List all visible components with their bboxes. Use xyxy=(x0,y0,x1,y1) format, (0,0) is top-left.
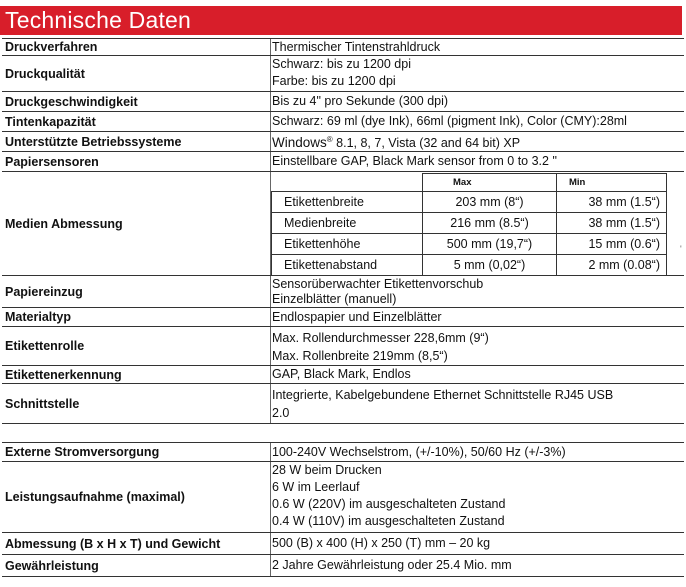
spec-row-papiereinzug xyxy=(2,276,684,308)
spec-value xyxy=(270,384,684,423)
spec-label: Tintenkapazität xyxy=(5,114,96,129)
spec-row-papiersensoren xyxy=(2,152,684,172)
spec-value-line: GAP, Black Mark, Endlos xyxy=(272,367,411,381)
spec-row-druckgeschwindigkeit xyxy=(2,92,684,112)
stray-mark: ' xyxy=(680,244,682,254)
spec-label: Unterstützte Betriebssysteme xyxy=(5,134,182,149)
spec-value xyxy=(270,132,684,151)
spec-value xyxy=(270,555,684,576)
spec-value-line: Endlospapier und Einzelblätter xyxy=(272,310,442,324)
spec-value-line: Max. Rollendurchmesser 228,6mm (9“) xyxy=(272,331,489,345)
spec-label: Papiereinzug xyxy=(5,284,83,299)
spec-label: Medien Abmessung xyxy=(5,216,123,231)
spec-label: Schnittstelle xyxy=(5,396,80,411)
spec-row-abmessung xyxy=(2,533,684,555)
page-title: Technische Daten xyxy=(0,6,682,35)
spec-value-line: Einstellbare GAP, Black Mark sensor from 0 to 3.2 " xyxy=(272,154,557,168)
spec-row-betriebssysteme xyxy=(2,132,684,152)
spec-value-line: 500 (B) x 400 (H) x 250 (T) mm – 20 kg xyxy=(272,536,491,550)
spec-row-leistungsaufnahme xyxy=(2,462,684,533)
spec-value-line xyxy=(271,134,684,152)
spec-value-line: 6 W im Leerlauf xyxy=(272,480,360,494)
spec-label: Papiersensoren xyxy=(5,154,99,169)
spec-row-etikettenerkennung xyxy=(2,366,684,384)
spec-value-line: Einzelblätter (manuell) xyxy=(272,292,397,306)
spec-row-tintenkapazitaet xyxy=(2,112,684,132)
spec-value xyxy=(270,308,684,326)
spec-value-line: 2 Jahre Gewährleistung oder 25.4 Mio. mm xyxy=(272,558,512,572)
media-item-min: 15 mm (0.6“) xyxy=(557,234,667,255)
spec-value-line: Max. Rollenbreite 219mm (8,5“) xyxy=(272,349,448,363)
spec-value xyxy=(270,533,684,554)
spec-row-druckverfahren xyxy=(2,38,684,56)
os-suffix: 8.1, 8, 7, Vista (32 and 64 bit) XP xyxy=(332,136,521,150)
spec-label: Gewährleistung xyxy=(5,558,99,573)
spec-row-materialtyp xyxy=(2,308,684,327)
spec-value-line: Thermischer Tintenstrahldruck xyxy=(272,40,441,54)
spec-value xyxy=(270,56,684,91)
media-item-name: Etikettenabstand xyxy=(272,255,423,276)
spec-label: Druckqualität xyxy=(5,66,85,81)
media-item-min: 38 mm (1.5“) xyxy=(557,213,667,234)
spec-value-line: 0.6 W (220V) im ausgeschalteten Zustand xyxy=(272,497,506,511)
spec-value-line: 28 W beim Drucken xyxy=(272,463,382,477)
table-row xyxy=(272,234,667,255)
spec-value xyxy=(270,366,684,383)
media-item-name: Medienbreite xyxy=(272,213,423,234)
spec-value xyxy=(270,172,684,275)
spec-value xyxy=(270,327,684,365)
spec-label: Druckverfahren xyxy=(5,40,98,54)
media-header-max: Max xyxy=(423,174,557,192)
spec-value xyxy=(270,152,684,171)
table-row xyxy=(272,255,667,276)
spec-row-stromversorgung xyxy=(2,442,684,462)
media-header-min: Min xyxy=(557,174,667,192)
spec-value-line: Schwarz: 69 ml (dye Ink), 66ml (pigment Ink), Color (CMY):28ml xyxy=(272,114,627,128)
spec-row-etikettenrolle xyxy=(2,327,684,366)
spec-value-line: Integrierte, Kabelgebundene Ethernet Schnittstelle RJ45 USB xyxy=(272,388,614,402)
spec-value-line: Farbe: bis zu 1200 dpi xyxy=(272,74,396,88)
spec-value-line: 0.4 W (110V) im ausgeschalteten Zustand xyxy=(272,514,505,528)
spec-label: Materialtyp xyxy=(5,310,71,324)
spec-value-line: 2.0 xyxy=(272,406,290,420)
spec-label: Leistungsaufnahme (maximal) xyxy=(5,490,185,504)
media-item-max: 203 mm (8“) xyxy=(423,192,557,213)
spec-value xyxy=(270,39,684,55)
media-item-max: 500 mm (19,7“) xyxy=(423,234,557,255)
spec-value-line: Bis zu 4" pro Sekunde (300 dpi) xyxy=(272,94,449,108)
media-item-max: 216 mm (8.5“) xyxy=(423,213,557,234)
spec-value xyxy=(270,92,684,111)
spec-row-schnittstelle xyxy=(2,384,684,424)
spec-label: Druckgeschwindigkeit xyxy=(5,94,138,109)
spec-label: Etikettenerkennung xyxy=(5,367,122,382)
media-header-empty xyxy=(272,174,423,192)
spec-value-line: Schwarz: bis zu 1200 dpi xyxy=(272,57,411,71)
spec-label: Externe Stromversorgung xyxy=(5,445,160,459)
spec-row-druckqualitaet xyxy=(2,56,684,92)
table-row xyxy=(272,192,667,213)
media-item-min: 2 mm (0.08“) xyxy=(557,255,667,276)
media-dimensions-table xyxy=(271,173,667,276)
spec-value xyxy=(270,443,684,461)
spec-label: Abmessung (B x H x T) und Gewicht xyxy=(5,536,221,551)
spec-value-line: Sensorüberwachter Etikettenvorschub xyxy=(272,277,484,291)
registered-mark: ® xyxy=(326,134,333,144)
spec-value xyxy=(270,112,684,131)
media-item-name: Etikettenbreite xyxy=(272,192,423,213)
media-item-name: Etikettenhöhe xyxy=(272,234,423,255)
media-item-max: 5 mm (0,02“) xyxy=(423,255,557,276)
spec-row-medien-abmessung xyxy=(2,172,684,276)
media-table-header xyxy=(272,174,667,192)
os-prefix: Windows xyxy=(272,135,327,150)
spec-value-line: 100-240V Wechselstrom, (+/-10%), 50/60 Hz (+/-3%) xyxy=(272,445,566,459)
spec-value xyxy=(270,462,684,532)
spec-value xyxy=(270,276,684,307)
table-row xyxy=(272,213,667,234)
spec-label: Etikettenrolle xyxy=(5,339,85,353)
media-item-min: 38 mm (1.5“) xyxy=(557,192,667,213)
spec-row-gewaehrleistung xyxy=(2,555,684,577)
